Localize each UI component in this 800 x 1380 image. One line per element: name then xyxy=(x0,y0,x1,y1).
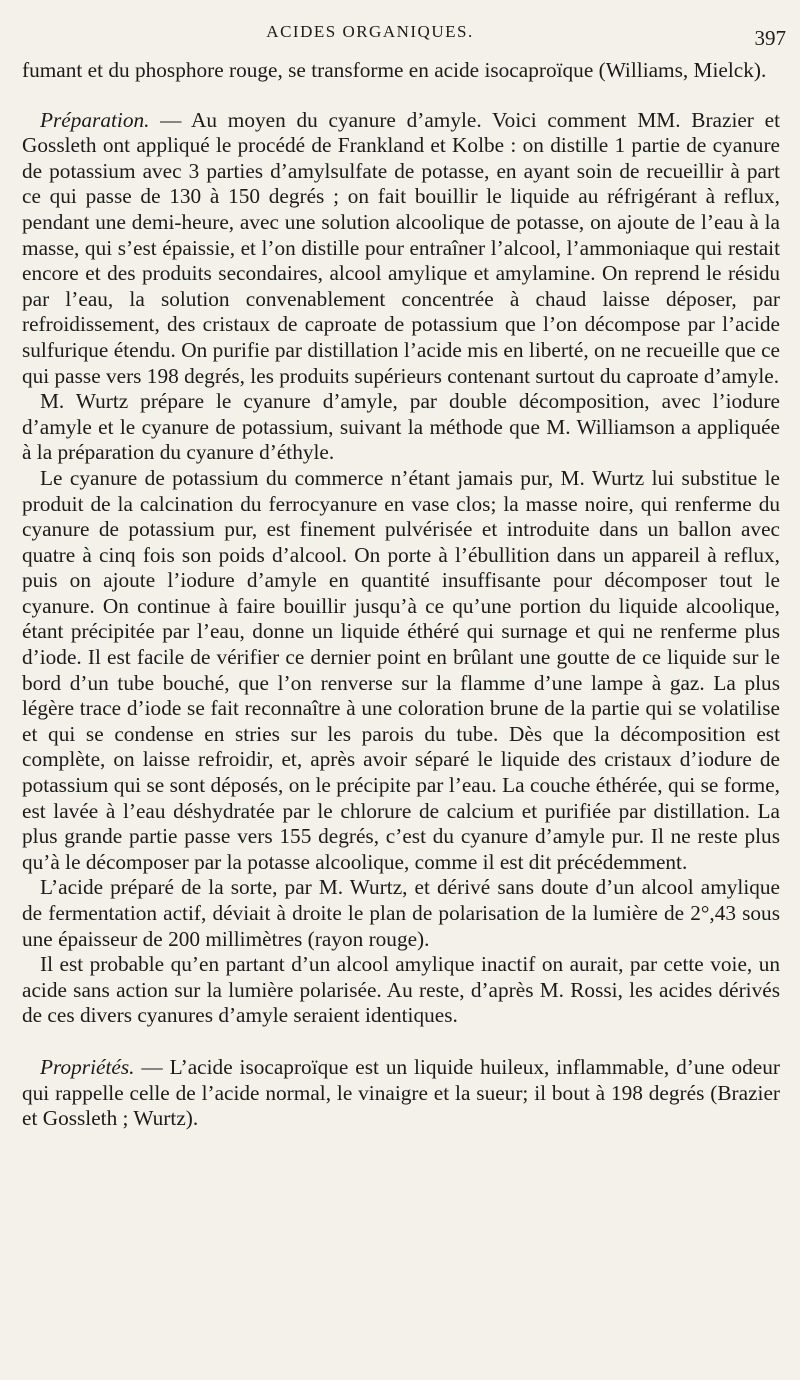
paragraph-wurtz-method: M. Wurtz prépare le cyanure d’amyle, par double décomposition, avec l’iodure d’amyle et le cyanure de potassium, suivant la méthode que M. Williamson a appliquée à la préparation du cyanure d’éthyle. xyxy=(22,389,780,465)
section-heading-proprietes: Propriétés. xyxy=(40,1054,135,1079)
paragraph-text: — L’acide isocaproïque est un liquide huileux, inflammable, d’une odeur qui rappelle celle de l’acide normal, le vinaigre et la sueur; il bout à 198 degrés (Brazier et Gossleth ; Wurtz). xyxy=(22,1054,780,1131)
running-head xyxy=(0,22,800,52)
page-number: 397 xyxy=(754,26,786,50)
body-text xyxy=(22,58,780,1132)
paragraph-cyanure: Le cyanure de potassium du commerce n’étant jamais pur, M. Wurtz lui substitue le produit de la calcination du ferrocyanure en vase clos; la masse noire, qui renferme du cyanure de potassium pur, est finement pulvérisée et introduite dans un ballon avec quatre à cinq fois son poids d’alcool. On porte à l’ébullition dans un appareil à reflux, puis on ajoute l’iodure d’amyle en quantité insuffisante pour décomposer tout le cyanure. On continue à faire bouillir jusqu’à ce qu’une portion du liquide alcoolique, étant précipitée par l’eau, donne un liquide éthéré qui surnage et qui ne renferme plus d’iode. Il est facile de vérifier ce dernier point en brûlant une goutte de ce liquide sur le bord d’un tube bouché, que l’on renverse sur la flamme d’une lampe à gaz. La plus légère trace d’iode se fait reconnaître à une coloration brune de la partie qui se volatilise et qui se condense en stries sur les parois du tube. Dès que la décomposition est complète, on laisse refroidir, et, après avoir séparé le liquide des cristaux d’iodure de potassium qui se sont déposés, on le précipite par l’eau. La couche éthérée, qui se forme, est lavée à l’eau déshydratée par le chlorure de calcium et purifiée par distillation. La plus grande partie passe vers 155 degrés, c’est du cyanure d’amyle pur. Il ne reste plus qu’à le décomposer par la potasse alcoolique, comme il est dit précédemment. xyxy=(22,465,780,874)
paragraph-inactif: Il est probable qu’en partant d’un alcool amylique inactif on aurait, par cette voie, un acide sans action sur la lumière polarisée. Au reste, d’après M. Rossi, les acides dérivés de ces divers cyanures d’amyle seraient identiques. xyxy=(22,952,780,1028)
paragraph-text: — Au moyen du cyanure d’amyle. Voici comment MM. Brazier et Gossleth ont appliqué le procédé de Frankland et Kolbe : on distille 1 partie de cyanure de potassium avec 3 parties d’amylsulfate de potasse, en ayant soin de recueillir à part ce qui passe de 130 à 150 degrés ; on fait bouillir le liquide au réfrigérant à reflux, pendant une demi-heure, avec une solution alcoolique de potasse, on ajoute de l’eau à la masse, qui s’est épaissie, et l’on distille pour entraîner l’alcool, l’ammoniaque qui restait encore et des produits secondaires, alcool amylique et amylamine. On reprend le résidu par l’eau, la solution convenablement concentrée à chaud laisse déposer, par refroidissement, des cristaux de caproate de potassium que l’on décompose par l’acide sulfurique étendu. On purifie par distillation l’acide mis en liberté, on ne recueille que ce qui passe vers 198 degrés, les produits supérieurs contenant surtout du caproate d’amyle. xyxy=(22,107,780,388)
paragraph-continuation: fumant et du phosphore rouge, se transforme en acide isocaproïque (Williams, Mielck). xyxy=(22,58,767,82)
running-title: ACIDES ORGANIQUES. xyxy=(266,22,474,41)
section-heading-preparation: Préparation. xyxy=(40,107,150,132)
paragraph-polarisation: L’acide préparé de la sorte, par M. Wurtz, et dérivé sans doute d’un alcool amylique de fermentation actif, déviait à droite le plan de polarisation de la lumière de 2°,43 sous une épaisseur de 200 millimètres (rayon rouge). xyxy=(22,875,780,951)
paragraph-proprietes xyxy=(22,1055,780,1132)
paragraph-preparation xyxy=(22,108,780,390)
